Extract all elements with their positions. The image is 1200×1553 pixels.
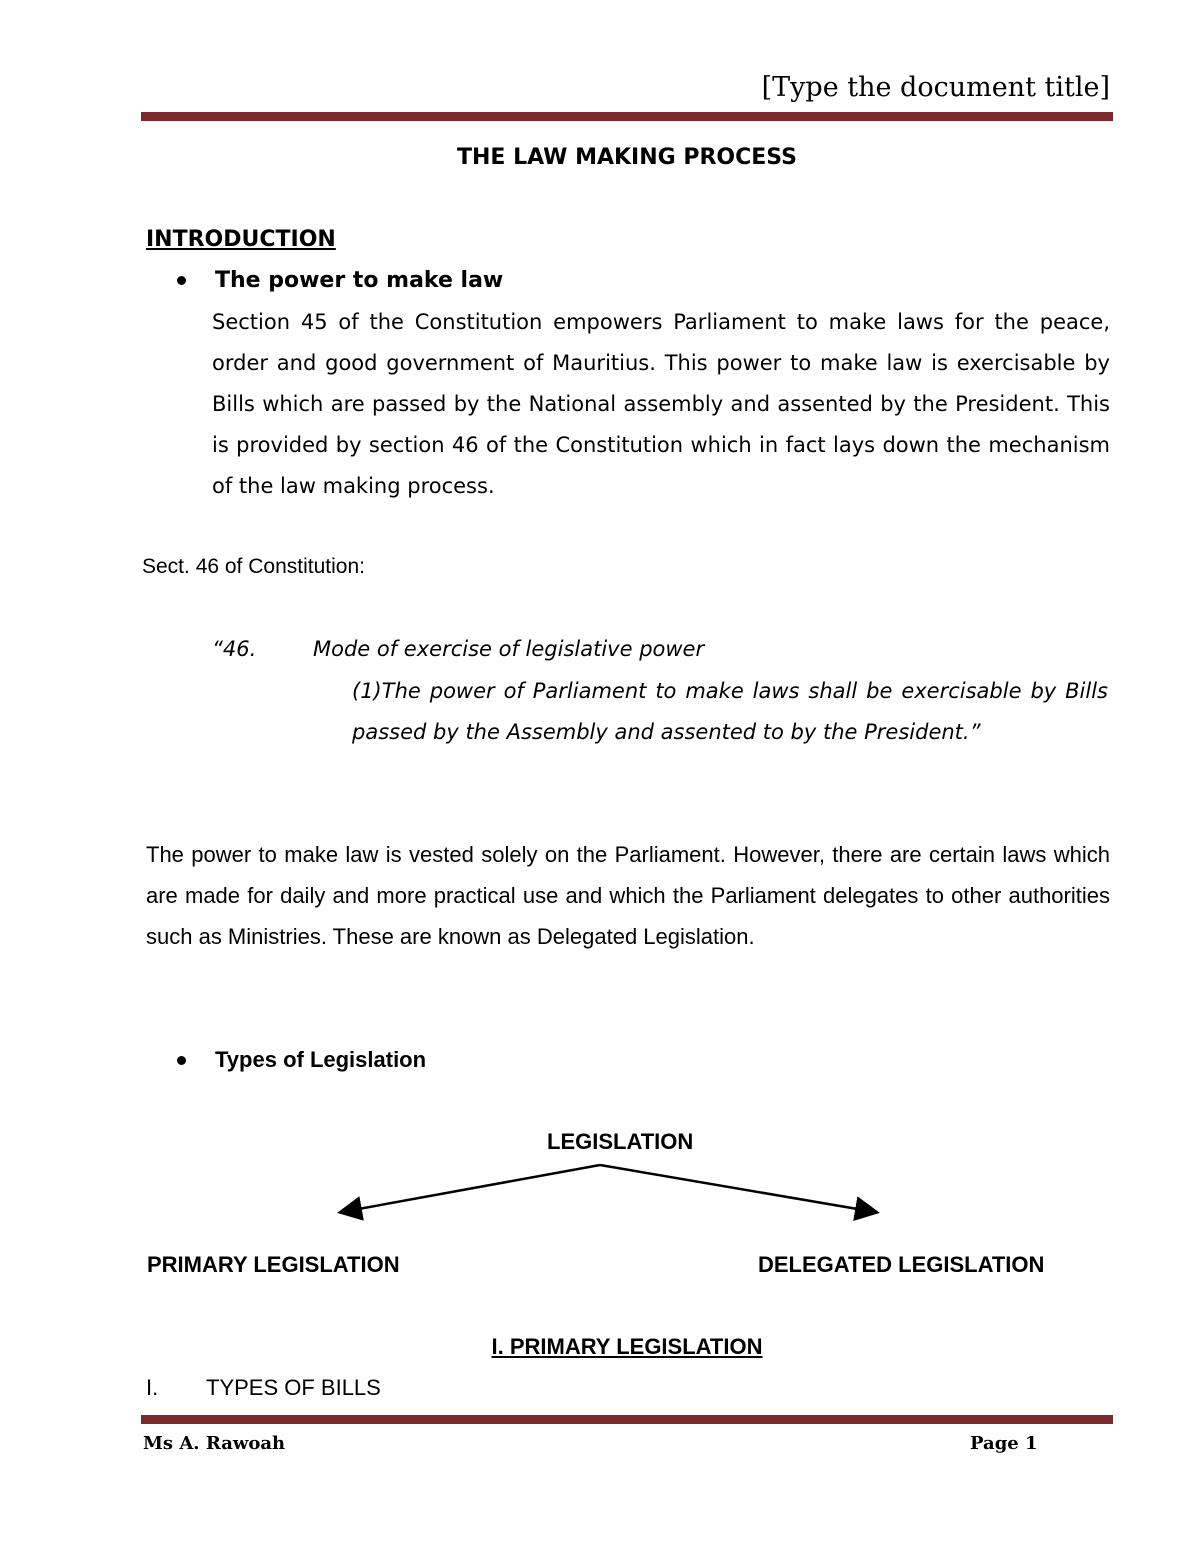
quote-number: “46. <box>212 637 257 661</box>
arrow-to-delegated <box>600 1165 875 1212</box>
footer-rule <box>141 1415 1113 1424</box>
bullet-heading: Types of Legislation <box>215 1047 427 1072</box>
diagram-root-label: LEGISLATION <box>547 1129 694 1154</box>
diagram-left-label: PRIMARY LEGISLATION <box>147 1252 400 1277</box>
subsection-title: TYPES OF BILLS <box>206 1375 381 1400</box>
intro-paragraph: Section 45 of the Constitution empowers Parliament to make laws for the peace, order and good government of Mauritius. This power to make law is exercisable by Bills which are passed by the National assembly and assented by the President. This is provided by section 46 of the Constitution which in fact lays down the mechanism of the law making process. <box>212 310 1110 498</box>
subsection-number: I. <box>146 1375 159 1400</box>
section-heading: I. PRIMARY LEGISLATION <box>491 1334 763 1359</box>
bullet-types-of-legislation <box>177 1047 426 1073</box>
header-document-title: [Type the document title] <box>761 72 1110 103</box>
bullet-power-to-make-law <box>177 268 503 293</box>
section-46-label: Sect. 46 of Constitution: <box>142 555 365 578</box>
footer-author: Ms A. Rawoah <box>143 1433 286 1454</box>
arrow-to-primary <box>342 1165 600 1212</box>
document-title: THE LAW MAKING PROCESS <box>456 145 797 170</box>
bullet-icon <box>177 1056 186 1065</box>
footer-page-number: Page 1 <box>970 1433 1038 1454</box>
introduction-heading: INTRODUCTION <box>146 227 336 252</box>
diagram-right-label: DELEGATED LEGISLATION <box>758 1252 1045 1277</box>
quote-body: (1)The power of Parliament to make laws shall be exercisable by Bills passed by the Assembly and assented to by the President.” <box>352 679 1108 744</box>
header-rule <box>141 112 1113 121</box>
delegation-paragraph: The power to make law is vested solely on the Parliament. However, there are certain laws which are made for daily and more practical use and which the Parliament delegates to other authorities such as Ministries. These are known as Delegated Legislation. <box>146 842 1110 949</box>
diagram-arrows <box>320 1155 900 1225</box>
bullet-icon <box>177 276 186 285</box>
bullet-heading: The power to make law <box>215 268 504 293</box>
quote-heading: Mode of exercise of legislative power <box>313 637 705 661</box>
